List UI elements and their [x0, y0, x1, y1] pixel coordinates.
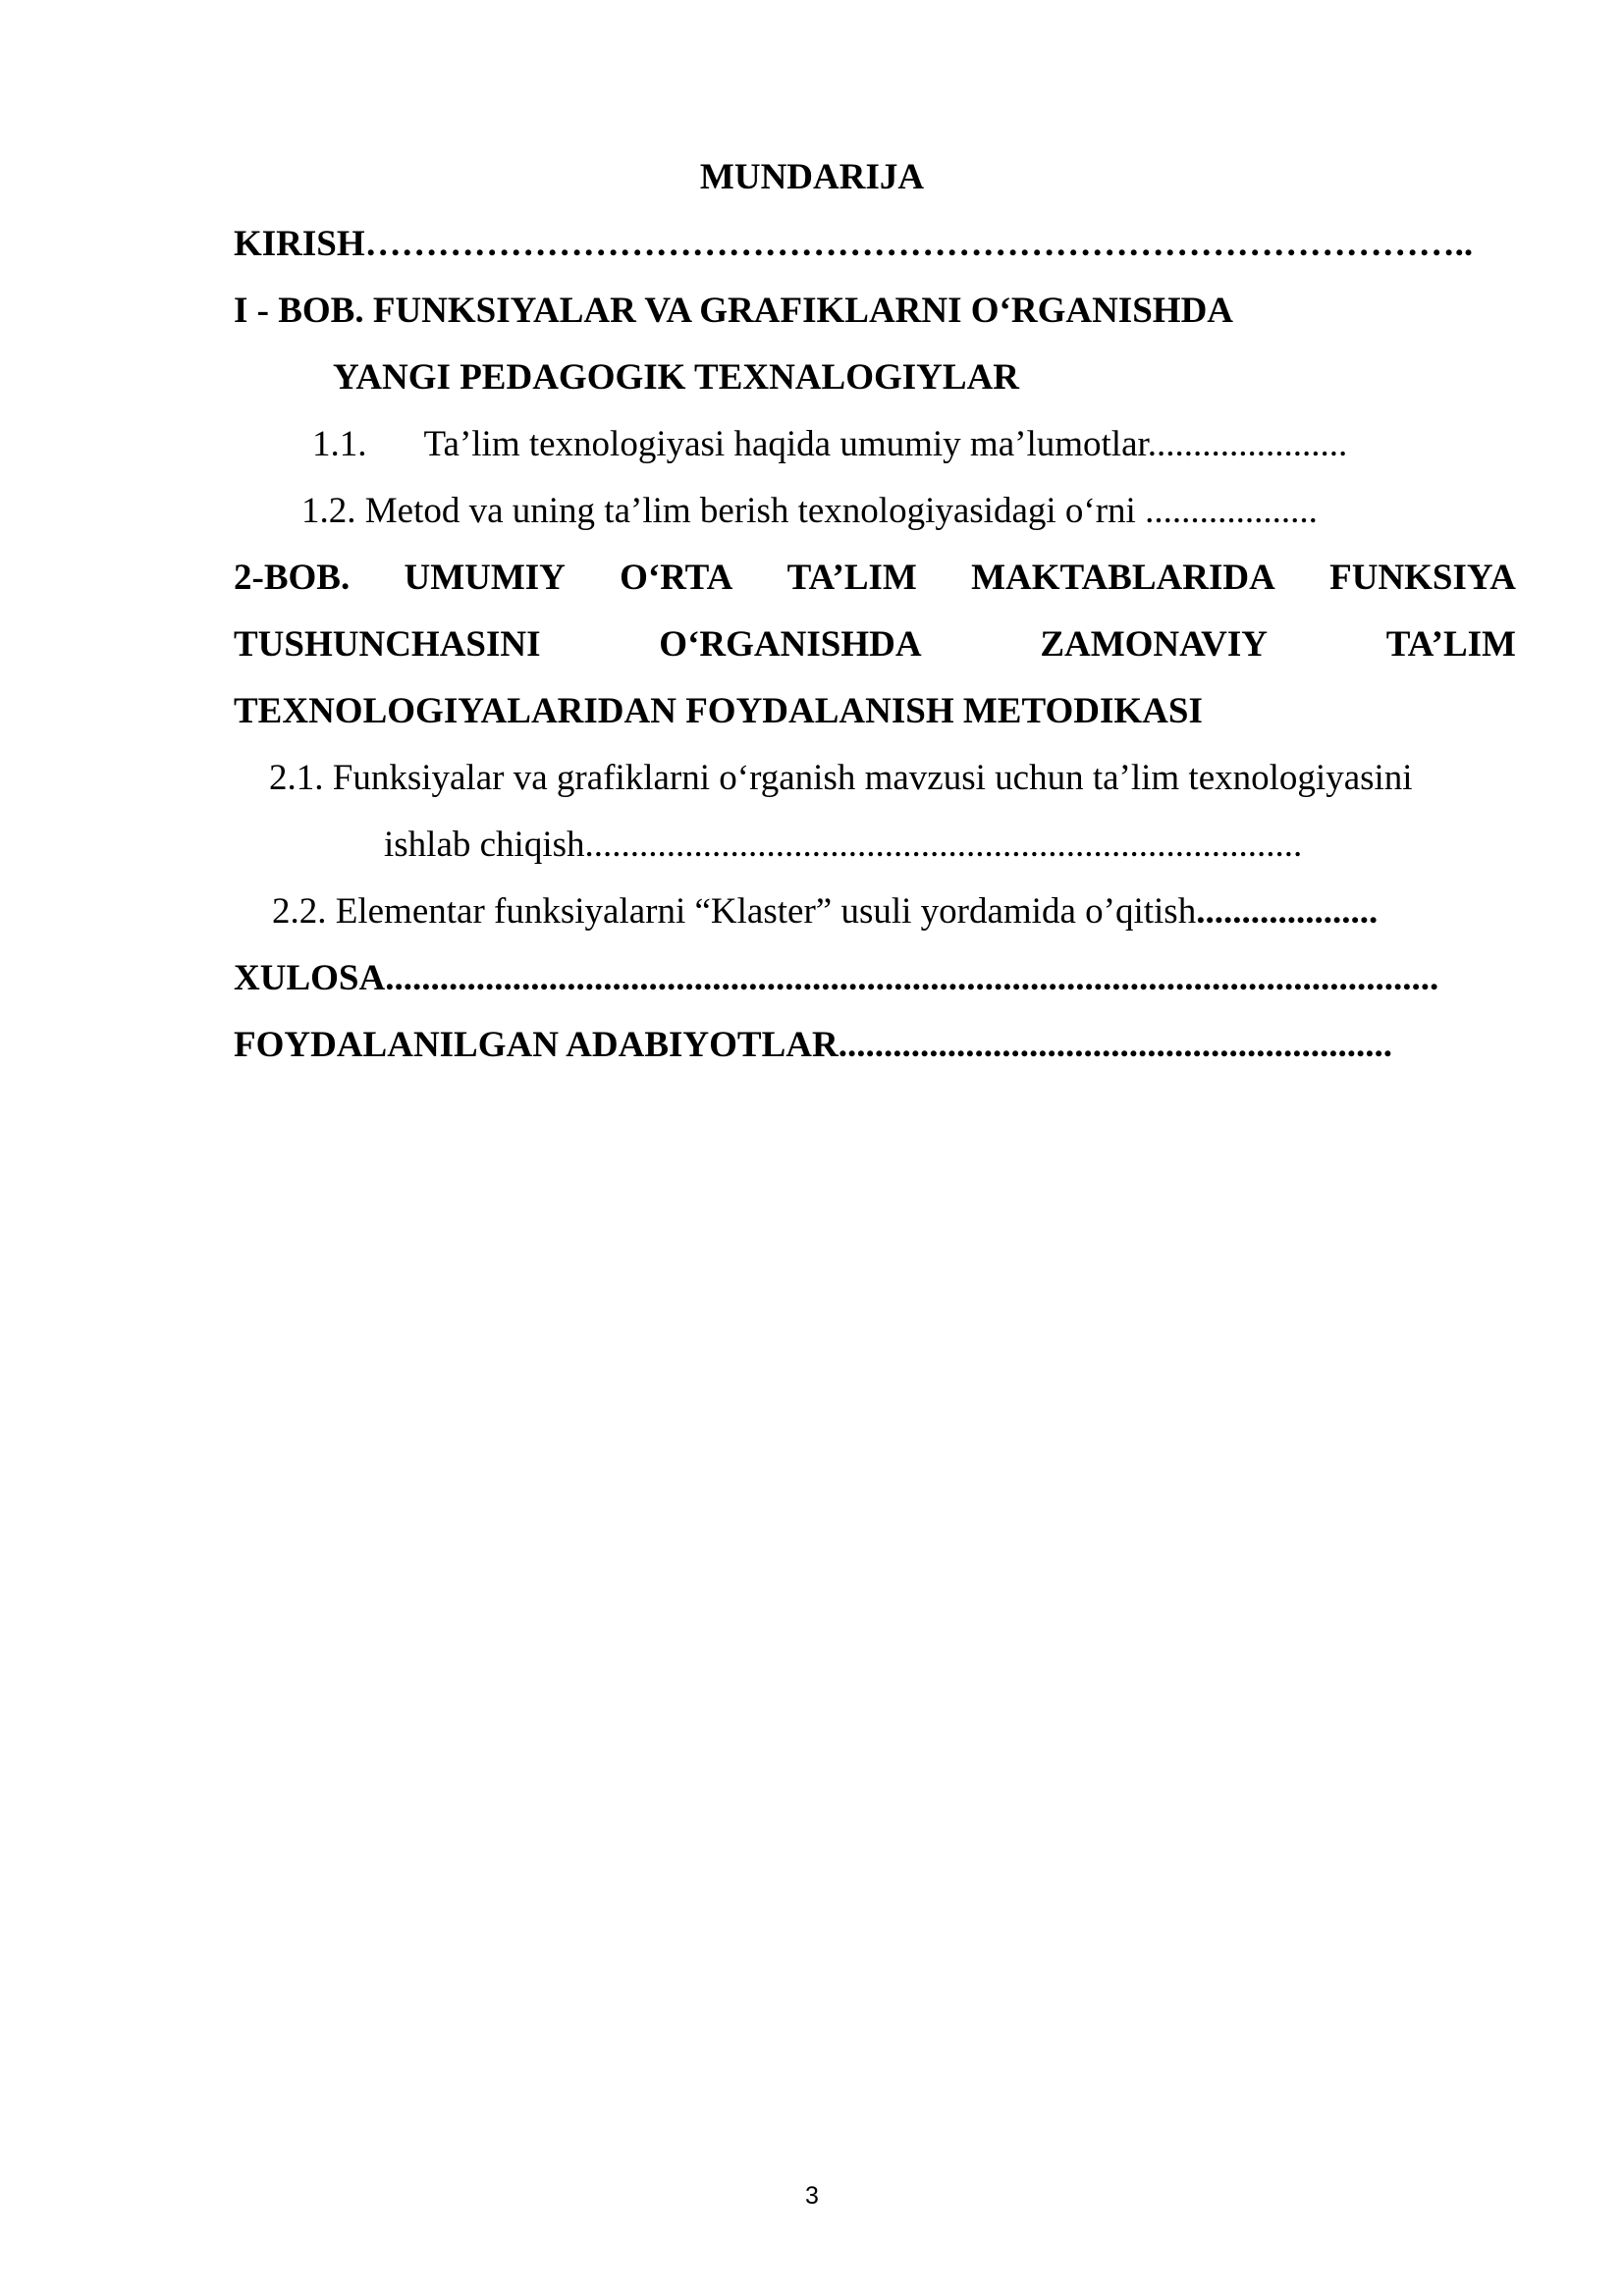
section-title: Ta’lim texnologiyasi haqida umumiy ma’lumotlar — [423, 424, 1148, 464]
toc-section-2-1-line-2 — [384, 822, 1302, 869]
toc-entry-adabiyotlar — [234, 1022, 1392, 1069]
toc-section-2-1-line-1: 2.1. Funksiyalar va grafiklarni o‘rganish mavzusi uchun ta’lim texnologiyasini — [269, 758, 1413, 798]
chapter-word: UMUMIY — [404, 558, 566, 598]
toc-section-2-2 — [272, 888, 1378, 935]
toc-section-1-1 — [312, 421, 1347, 468]
chapter-word: MAKTABLARIDA — [971, 558, 1275, 598]
toc-leader-dots: ............................................................................... — [584, 825, 1303, 865]
toc-leader-dots: .................... — [1196, 891, 1379, 932]
toc-entry-xulosa — [234, 955, 1438, 1002]
chapter-word: TA’LIM — [1385, 624, 1516, 665]
chapter-word: FUNKSIYA — [1329, 558, 1516, 598]
chapter-word: TUSHUNCHASINI — [234, 624, 541, 665]
toc-chapter-2-line-3: TEXNOLOGIYALARIDAN FOYDALANISH METODIKASI — [234, 691, 1203, 731]
chapter-word: ZAMONAVIY — [1040, 624, 1268, 665]
toc-chapter-2-line-1 — [234, 555, 1516, 602]
toc-leader-dots: ……………………………………………………………………………….. — [364, 224, 1474, 264]
section-title: 1.2. Metod va uning ta’lim berish texnologiyasidagi o‘rni — [301, 491, 1146, 531]
page-number: 3 — [805, 2182, 819, 2210]
toc-leader-dots: ...................... — [1147, 424, 1348, 464]
chapter-word: O‘RGANISHDA — [659, 624, 922, 665]
toc-chapter-2-line-2 — [234, 621, 1516, 668]
toc-leader-dots: ................... — [1145, 491, 1318, 531]
section-number: 1.1. — [312, 424, 367, 464]
toc-leader-dots: .................................................................................................................... — [385, 958, 1439, 998]
toc-entry-label: FOYDALANILGAN ADABIYOTLAR — [234, 1025, 839, 1065]
toc-section-1-2 — [301, 488, 1318, 535]
section-title: 2.2. Elementar funksiyalarni “Klaster” usuli yordamida o’qitish — [272, 891, 1197, 932]
chapter-word: O‘RTA — [620, 558, 733, 598]
chapter-word: 2-BOB. — [234, 558, 351, 598]
section-title: ishlab chiqish — [384, 825, 585, 865]
toc-chapter-1-line-1: I - BOB. FUNKSIYALAR VA GRAFIKLARNI O‘RGANISHDA — [234, 291, 1234, 331]
toc-chapter-1-line-2: YANGI PEDAGOGIK TEXNALOGIYLAR — [333, 357, 1020, 398]
toc-entry-label: XULOSA — [234, 958, 386, 998]
page-title: MUNDARIJA — [699, 157, 925, 197]
toc-entry-kirish — [234, 221, 1473, 268]
toc-entry-label: KIRISH — [234, 224, 365, 264]
toc-leader-dots: ............................................................. — [838, 1025, 1392, 1065]
chapter-word: TA’LIM — [786, 558, 917, 598]
